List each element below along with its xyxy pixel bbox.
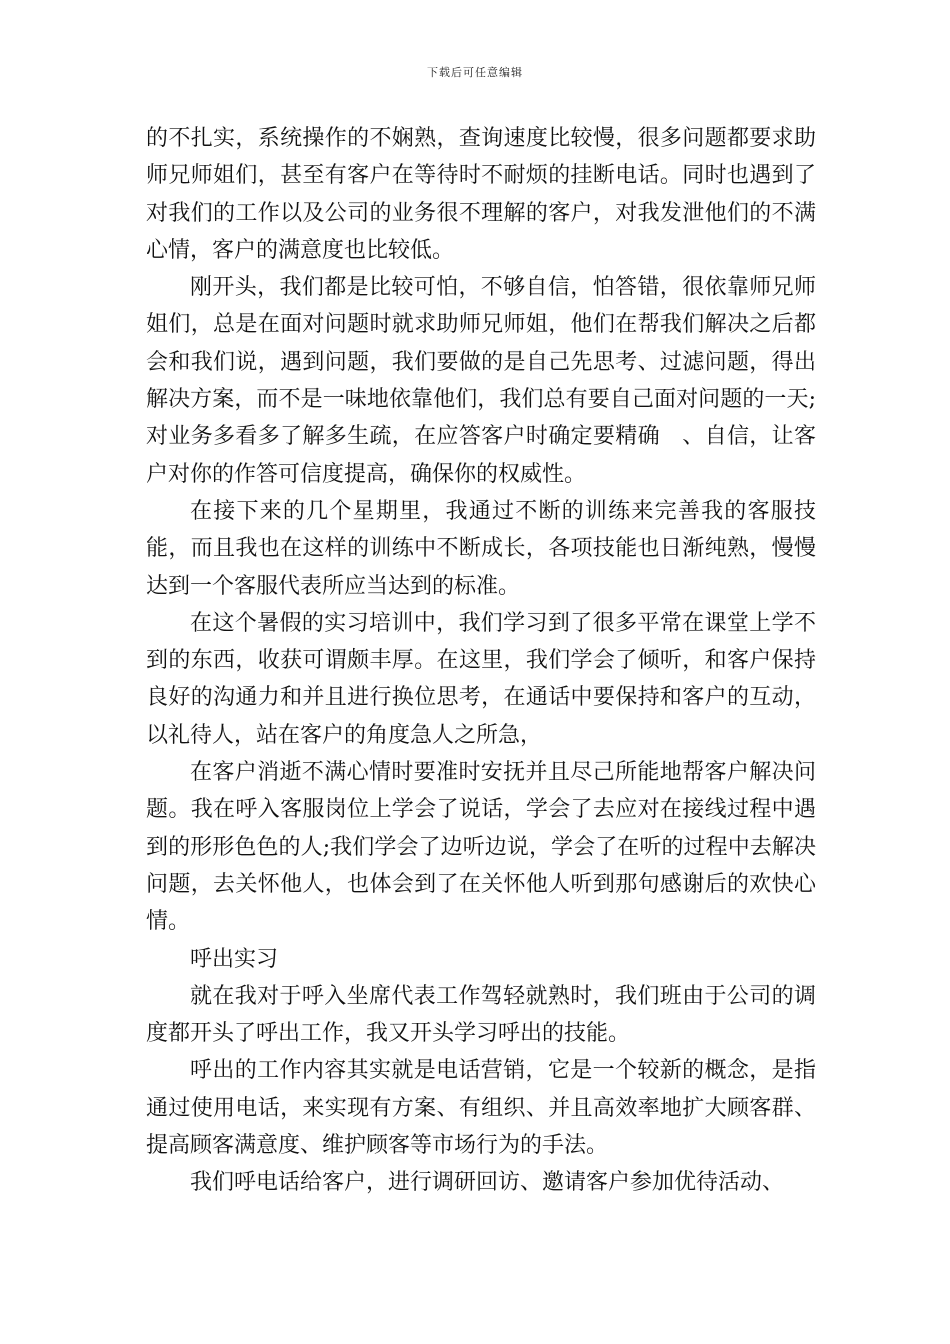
paragraph: 就在我对于呼入坐席代表工作驾轻就熟时，我们班由于公司的调度都开头了呼出工作，我又开头学习呼出的技能。 [146, 983, 816, 1047]
document-body [146, 120, 816, 1202]
paragraph: 在客户消逝不满心情时要准时安抚并且尽己所能地帮客户解决问题。我在呼入客服岗位上学会了说话，学会了去应对在接线过程中遇到的形形色色的人;我们学会了边听边说，学会了在听的过程中去解决问题，去关怀他人，也体会到了在关怀他人听到那句感谢后的欢快心情。 [146, 760, 816, 935]
paragraph-continuation: 的不扎实，系统操作的不娴熟，查询速度比较慢，很多问题都要求助师兄师姐们，甚至有客户在等待时不耐烦的挂断电话。同时也遇到了对我们的工作以及公司的业务很不理解的客户，对我发泄他们的不满心情，客户的满意度也比较低。 [146, 126, 816, 263]
paragraph: 刚开头，我们都是比较可怕，不够自信，怕答错，很依靠师兄师姐们，总是在面对问题时就求助师兄师姐，他们在帮我们解决之后都会和我们说，遇到问题，我们要做的是自己先思考、过滤问题，得出解决方案，而不是一味地依靠他们，我们总有要自己面对问题的一天;对业务多看多了解多生疏，在应答客户时确定要精确 、自信，让客户对你的作答可信度提高，确保你的权威性。 [146, 275, 816, 487]
paragraph: 在接下来的几个星期里，我通过不断的训练来完善我的客服技能，而且我也在这样的训练中不断成长，各项技能也日渐纯熟，慢慢达到一个客服代表所应当达到的标准。 [146, 498, 816, 599]
page-header: 下载后可任意编辑 [427, 66, 523, 79]
paragraph: 在这个暑假的实习培训中，我们学习到了很多平常在课堂上学不到的东西，收获可谓颇丰厚。在这里，我们学会了倾听，和客户保持良好的沟通力和并且进行换位思考，在通话中要保持和客户的互动，以礼待人，站在客户的角度急人之所急， [146, 610, 816, 748]
section-heading: 呼出实习 [190, 946, 279, 972]
paragraph: 我们呼电话给客户，进行调研回访、邀请客户参加优待活动、 [190, 1170, 785, 1196]
paragraph: 呼出的工作内容其实就是电话营销，它是一个较新的概念，是指通过使用电话，来实现有方案、有组织、并且高效率地扩大顾客群、提高顾客满意度、维护顾客等市场行为的手法。 [146, 1058, 816, 1159]
